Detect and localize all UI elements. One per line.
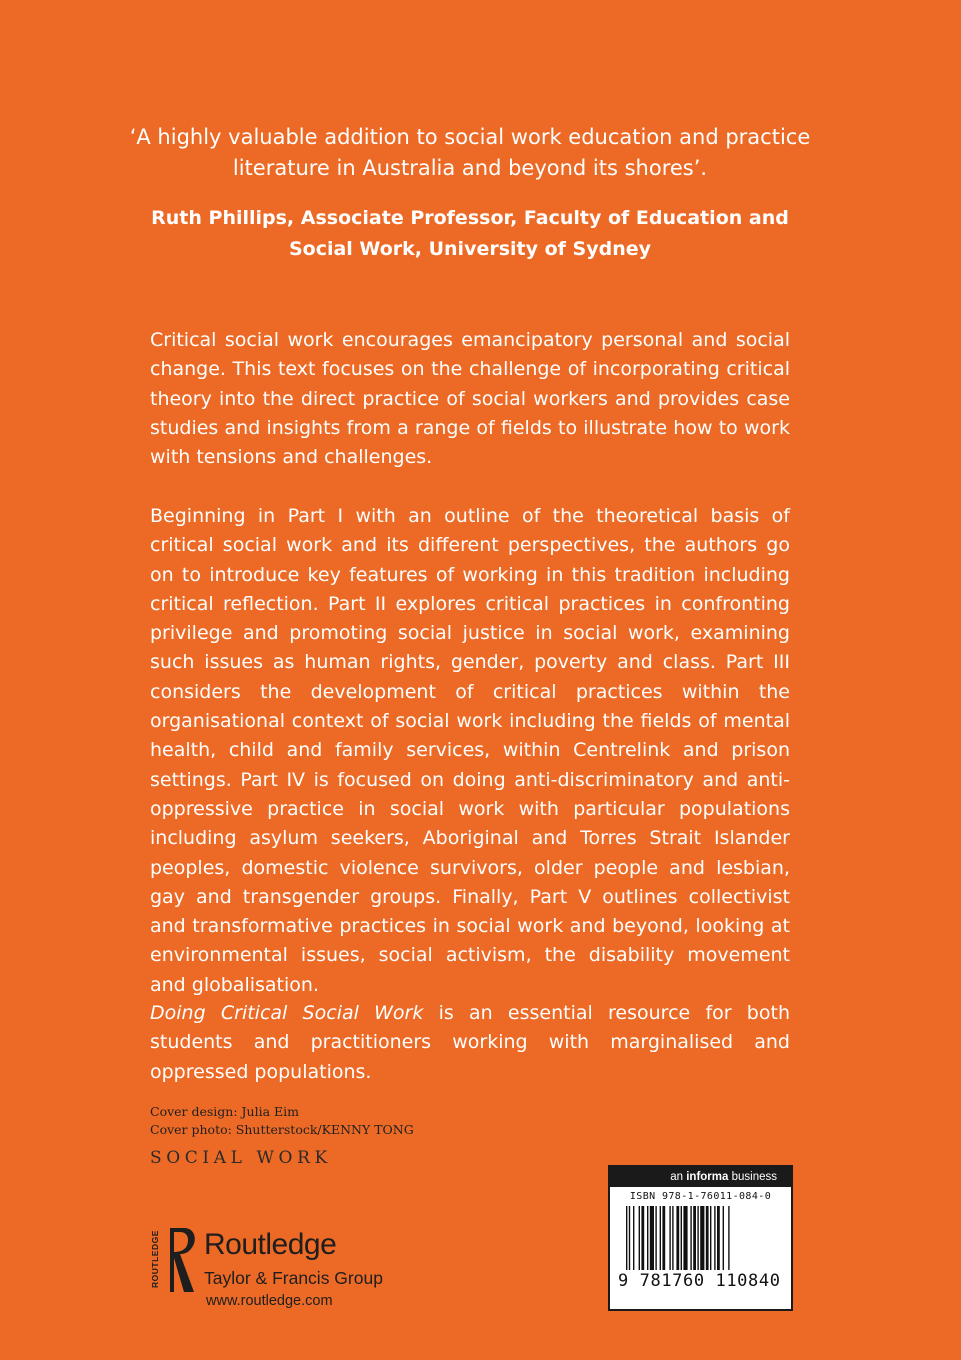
barcode-bar	[639, 1206, 640, 1270]
barcode-panel	[608, 1165, 793, 1311]
blurb-paragraph-3	[150, 999, 790, 1087]
publisher-logo	[148, 1222, 408, 1322]
informa-brand: informa	[686, 1171, 729, 1183]
barcode-bar	[662, 1206, 665, 1270]
publisher-name: Routledge	[204, 1228, 337, 1261]
barcode-bar	[683, 1206, 687, 1270]
blurb-paragraph-3-text: is an essential resource for both students and practitioners working with marginalised and oppressed populations.	[150, 1002, 790, 1083]
series-label: SOCIAL WORK	[150, 1148, 332, 1168]
barcode-bar	[700, 1206, 704, 1270]
barcode-bar	[693, 1206, 696, 1270]
barcode-digits: 9 781760 110840	[618, 1271, 781, 1291]
cover-design-credit: Cover design: Julia Eim	[150, 1104, 300, 1119]
routledge-r-mark-icon	[166, 1224, 200, 1296]
barcode-bar	[706, 1206, 709, 1270]
barcode-bar	[710, 1206, 711, 1270]
barcode-bar	[672, 1206, 673, 1270]
publisher-url[interactable]: www.routledge.com	[206, 1293, 333, 1309]
barcode-bars	[626, 1206, 778, 1270]
publisher-group: Taylor & Francis Group	[204, 1268, 383, 1288]
barcode-bar	[655, 1206, 656, 1270]
barcode-bar	[717, 1206, 720, 1270]
cover-photo-credit: Cover photo: Shutterstock/KENNY TONG	[150, 1122, 414, 1137]
barcode-bar	[626, 1206, 627, 1270]
blurb-paragraph-1: Critical social work encourages emancipatory personal and social change. This text focuses on the challenge of incorporating critical theory into the direct practice of social workers and provides case studies and insights from a range of fields to illustrate how to work with tensions and challenges.	[150, 329, 790, 469]
barcode-bar	[676, 1206, 679, 1270]
barcode-bar	[633, 1206, 634, 1270]
book-title: Doing Critical Social Work	[150, 1002, 424, 1024]
informa-banner	[610, 1167, 791, 1187]
informa-suffix: business	[728, 1171, 777, 1183]
barcode-bar	[714, 1206, 715, 1270]
barcode-bar	[681, 1206, 682, 1270]
informa-prefix: an	[670, 1171, 687, 1183]
blurb-paragraph-2: Beginning in Part I with an outline of the theoretical basis of critical social work and its different perspectives, the authors go on to introduce key features of working in this tradition including critical reflection. Part II explores critical practices in confronting privilege and promoting social justice in social work, examining such issues as human rights, gender, poverty and class. Part III considers the development of critical practices within the organisational context of social work including the fields of mental health, child and family services, within Centrelink and prison settings. Part IV is focused on doing anti-discriminatory and anti-oppressive practice in social work with particular populations including asylum seekers, Aboriginal and Torres Strait Islander peoples, domestic violence survivors, older people and lesbian, gay and transgender groups. Finally, Part V outlines collectivist and transformative practices in social work and beyond, looking at environmental issues, social activism, the disability movement and globalisation.	[150, 505, 790, 996]
endorsement-quote: ‘A highly valuable addition to social work education and practice literature in Australia and beyond its shores’.	[129, 125, 811, 180]
publisher-vertical-label: ROUTLEDGE	[150, 1230, 160, 1288]
barcode-bar	[690, 1206, 691, 1270]
barcode-bar	[728, 1206, 729, 1270]
isbn-text: ISBN 978-1-76011-084-0	[629, 1191, 772, 1202]
barcode-bar	[697, 1206, 698, 1270]
endorsement-attribution: Ruth Phillips, Associate Professor, Faculty of Education and Social Work, University of Sydney	[151, 207, 789, 260]
barcode-bar	[723, 1206, 724, 1270]
barcode-bar	[669, 1206, 670, 1270]
barcode-bar	[641, 1206, 644, 1270]
barcode-bar	[647, 1206, 648, 1270]
barcode-bar	[650, 1206, 654, 1270]
barcode-bar	[629, 1206, 630, 1270]
barcode-bar	[660, 1206, 661, 1270]
